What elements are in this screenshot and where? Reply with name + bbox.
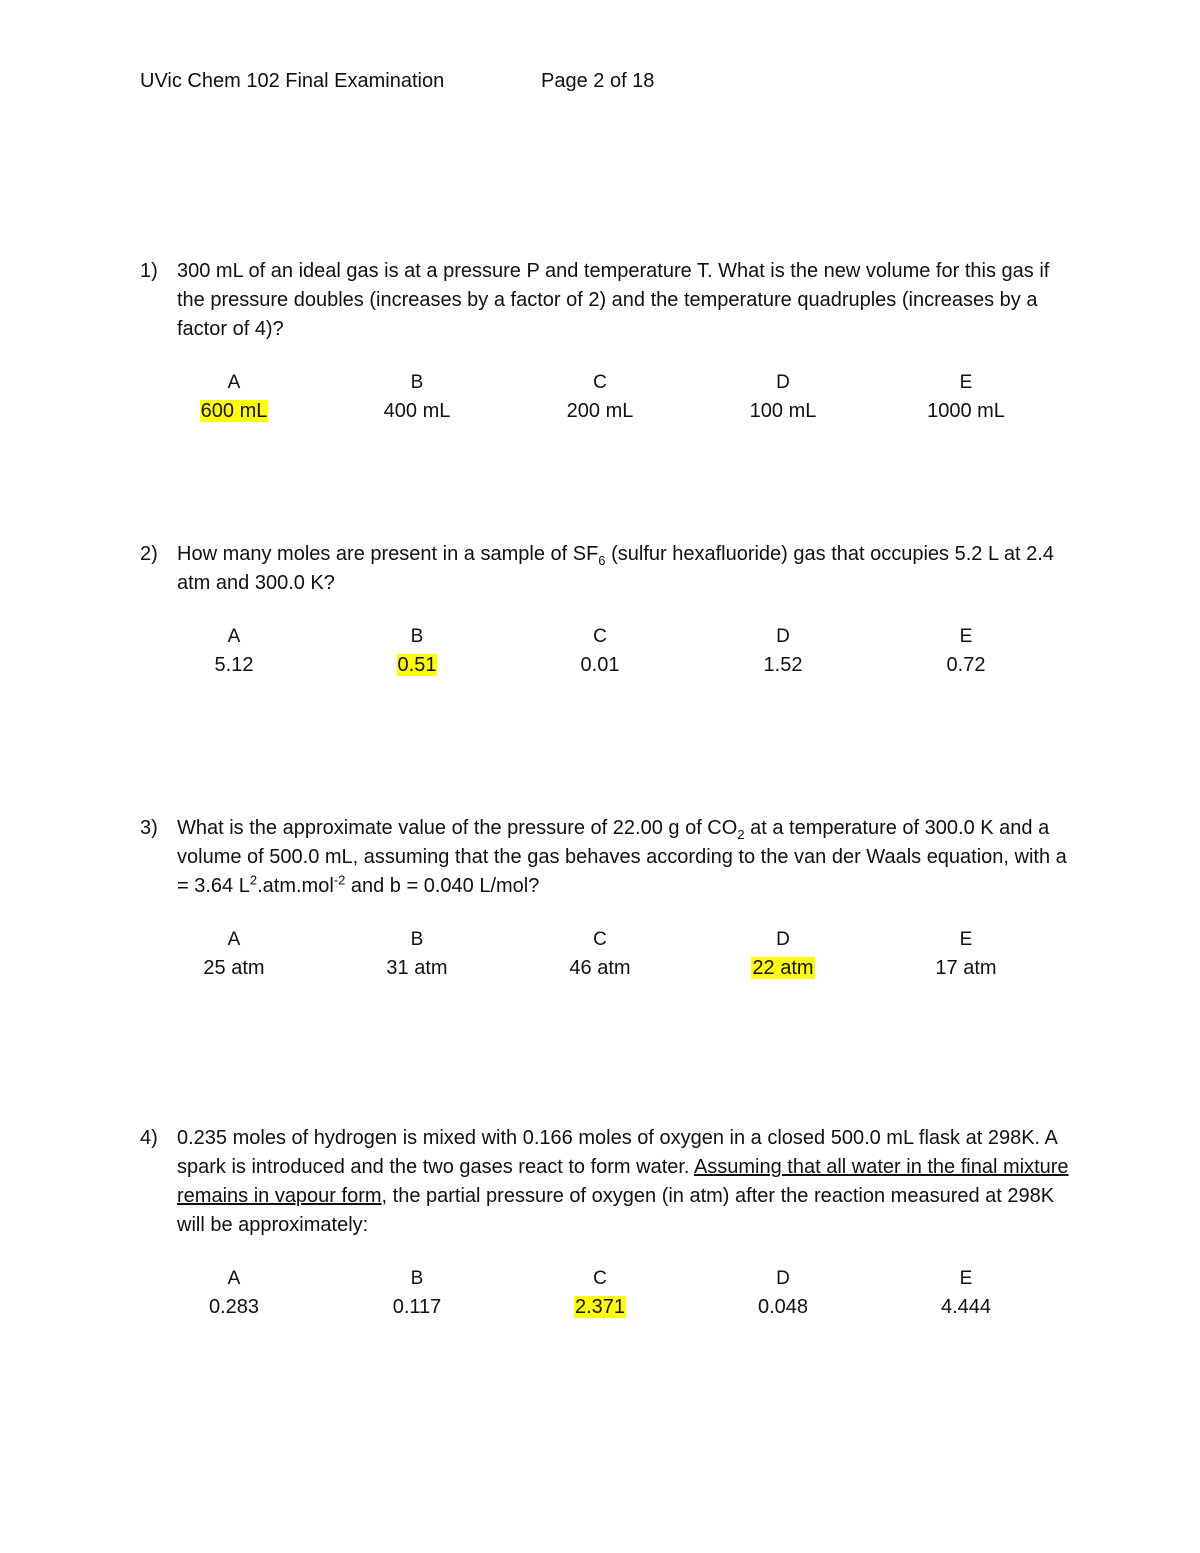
question-body-part: How many moles are present in a sample of SF xyxy=(177,543,599,565)
answer-options xyxy=(140,622,1070,682)
option-e xyxy=(886,368,1046,426)
subscript: 6 xyxy=(598,553,606,568)
option-letter: B xyxy=(410,929,424,950)
superscript: -2 xyxy=(333,872,346,888)
option-value-text: 5.12 xyxy=(214,654,254,676)
option-value-text: 400 mL xyxy=(383,400,451,422)
option-value-text: 31 atm xyxy=(386,957,448,979)
question-2 xyxy=(140,540,1070,682)
question-3 xyxy=(140,814,1070,985)
answer-options xyxy=(140,368,1070,428)
option-letter: C xyxy=(593,929,607,950)
option-letter: D xyxy=(776,372,790,393)
option-letter: D xyxy=(776,929,790,950)
question-number: 3) xyxy=(140,817,158,839)
option-value xyxy=(154,651,314,680)
option-c xyxy=(520,368,680,426)
option-letter: B xyxy=(410,1268,424,1289)
option-value xyxy=(520,651,680,680)
underlined-text: Assuming that all water in the final mixture remains in vapour form xyxy=(177,1156,1069,1207)
option-value xyxy=(154,1293,314,1322)
option-value xyxy=(337,954,497,983)
question-text xyxy=(140,257,1070,344)
option-letter: C xyxy=(593,372,607,393)
option-value-text: 4.444 xyxy=(940,1296,992,1318)
option-e xyxy=(886,925,1046,983)
option-b xyxy=(337,368,497,426)
option-value-highlighted xyxy=(703,954,863,983)
option-letter: E xyxy=(959,372,973,393)
option-value-highlighted xyxy=(337,651,497,680)
option-letter: A xyxy=(227,929,241,950)
option-value xyxy=(886,1293,1046,1322)
option-c xyxy=(520,622,680,680)
question-number: 4) xyxy=(140,1127,158,1149)
option-letter: B xyxy=(410,372,424,393)
option-value xyxy=(703,1293,863,1322)
option-letter: A xyxy=(227,626,241,647)
option-value xyxy=(703,651,863,680)
option-e xyxy=(886,622,1046,680)
option-b xyxy=(337,1264,497,1322)
option-value-text: 600 mL xyxy=(200,400,268,422)
option-d xyxy=(703,1264,863,1322)
question-number: 2) xyxy=(140,543,158,565)
option-value-text: 0.72 xyxy=(946,654,986,676)
superscript: 2 xyxy=(249,872,258,888)
option-letter: D xyxy=(776,1268,790,1289)
option-value-text: 17 atm xyxy=(935,957,997,979)
option-value xyxy=(337,397,497,426)
exam-title: UVic Chem 102 Final Examination xyxy=(140,70,445,92)
option-letter: E xyxy=(959,929,973,950)
option-a xyxy=(154,1264,314,1322)
question-1 xyxy=(140,257,1070,428)
option-value-text: 2.371 xyxy=(574,1296,626,1318)
option-letter: A xyxy=(227,1268,241,1289)
question-body-part: and b = 0.040 L/mol? xyxy=(345,875,540,897)
question-body-part: , the partial pressure of oxygen (in atm) after the reaction measured at 298K will be approximately: xyxy=(177,1185,1055,1236)
option-letter: B xyxy=(410,626,424,647)
option-b xyxy=(337,925,497,983)
option-value xyxy=(520,397,680,426)
option-value-text: 22 atm xyxy=(752,957,814,979)
option-value xyxy=(886,397,1046,426)
answer-options xyxy=(140,925,1070,985)
question-body-part: at a temperature of 300.0 K and a volume of 500.0 mL, assuming that the gas behaves according to the van der Waals equation, with a = 3.64 L xyxy=(177,817,1067,897)
option-value-highlighted xyxy=(520,1293,680,1322)
subscript: 2 xyxy=(737,827,745,842)
option-b xyxy=(337,622,497,680)
option-a xyxy=(154,368,314,426)
option-value xyxy=(520,954,680,983)
question-body-part: (sulfur hexafluoride) gas that occupies 5.2 L at 2.4 atm and 300.0 K? xyxy=(177,543,1054,594)
option-value xyxy=(703,397,863,426)
option-a xyxy=(154,622,314,680)
question-text xyxy=(140,814,1070,901)
page-header xyxy=(140,70,840,100)
option-value xyxy=(886,954,1046,983)
option-d xyxy=(703,925,863,983)
option-a xyxy=(154,925,314,983)
option-value-text: 25 atm xyxy=(203,957,265,979)
option-letter: C xyxy=(593,626,607,647)
question-body: 300 mL of an ideal gas is at a pressure P and temperature T. What is the new volume for this gas if the pressure doubles (increases by a factor of 2) and the temperature quadruples (increases by a factor of 4)? xyxy=(177,260,1050,340)
option-letter: D xyxy=(776,626,790,647)
option-d xyxy=(703,368,863,426)
question-4 xyxy=(140,1124,1070,1324)
option-value xyxy=(154,954,314,983)
option-value-text: 100 mL xyxy=(749,400,817,422)
option-value-text: 0.51 xyxy=(397,654,437,676)
option-value-text: 0.01 xyxy=(580,654,620,676)
question-body-part: What is the approximate value of the pressure of 22.00 g of CO xyxy=(177,817,738,839)
page-number: Page 2 of 18 xyxy=(541,70,655,92)
option-value-highlighted xyxy=(154,397,314,426)
question-text xyxy=(140,1124,1070,1240)
question-number: 1) xyxy=(140,260,158,282)
option-c xyxy=(520,925,680,983)
option-c xyxy=(520,1264,680,1322)
option-value-text: 46 atm xyxy=(569,957,631,979)
question-body-part: 0.235 moles of hydrogen is mixed with 0.166 moles of oxygen in a closed 500.0 mL flask at 298K. A spark is introduced and the two gases react to form water. xyxy=(177,1127,1057,1178)
option-value-text: 1000 mL xyxy=(927,400,1005,422)
option-letter: C xyxy=(593,1268,607,1289)
option-value-text: 1.52 xyxy=(763,654,803,676)
option-value-text: 0.117 xyxy=(392,1296,442,1318)
option-value-text: 200 mL xyxy=(566,400,634,422)
option-letter: E xyxy=(959,626,973,647)
option-value xyxy=(337,1293,497,1322)
option-value-text: 0.283 xyxy=(208,1296,260,1318)
option-letter: A xyxy=(227,372,241,393)
question-body-part: .atm.mol xyxy=(257,875,334,897)
option-e xyxy=(886,1264,1046,1322)
option-d xyxy=(703,622,863,680)
question-text xyxy=(140,540,1070,598)
option-value xyxy=(886,651,1046,680)
answer-options xyxy=(140,1264,1070,1324)
option-value-text: 0.048 xyxy=(757,1296,809,1318)
option-letter: E xyxy=(959,1268,973,1289)
